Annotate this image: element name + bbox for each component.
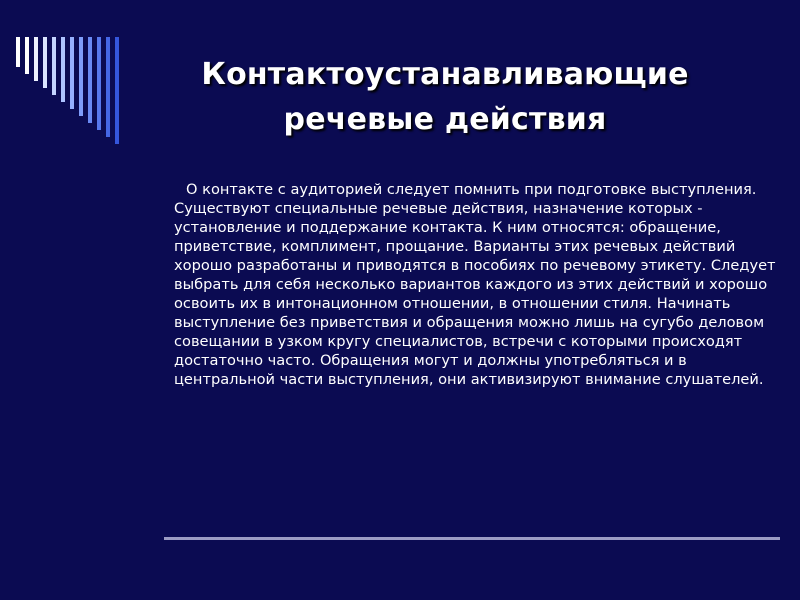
decorative-stripe bbox=[70, 37, 74, 109]
title-line-1: Контактоустанавливающие bbox=[201, 57, 689, 92]
decorative-stripe bbox=[106, 37, 110, 137]
title-line-2: речевые действия bbox=[283, 102, 607, 137]
decorative-stripe bbox=[61, 37, 65, 102]
decorative-stripe bbox=[97, 37, 101, 130]
slide-body-text: О контакте с аудиторией следует помнить при подготовке выступления. Существуют специальные речевые действия, назначение которых - установление и поддержание контакта. К ним относятся: обращение, приветствие, комплимент, прощание. Варианты этих речевых действий хорошо разработаны и приводятся в пособиях по речевому этикету. Следует выбрать для себя несколько вариантов каждого из этих действий и хорошо освоить их в интонационном отношении, в отношении стиля. Начинать выступление без приветствия и обращения можно лишь на сугубо деловом совещании в узком кругу специалистов, встречи с которыми происходят достаточно часто. Обращения могут и должны употребляться и в центральной части выступления, они активизируют внимание слушателей. bbox=[174, 181, 776, 388]
decorative-stripe bbox=[79, 37, 83, 116]
decorative-stripes bbox=[16, 37, 136, 147]
slide-title bbox=[150, 52, 740, 142]
decorative-stripe bbox=[115, 37, 119, 144]
decorative-stripe bbox=[52, 37, 56, 95]
decorative-stripe bbox=[88, 37, 92, 123]
bottom-divider bbox=[164, 537, 780, 540]
decorative-stripe bbox=[16, 37, 20, 67]
decorative-stripe bbox=[43, 37, 47, 88]
decorative-stripe bbox=[25, 37, 29, 74]
decorative-stripe bbox=[34, 37, 38, 81]
